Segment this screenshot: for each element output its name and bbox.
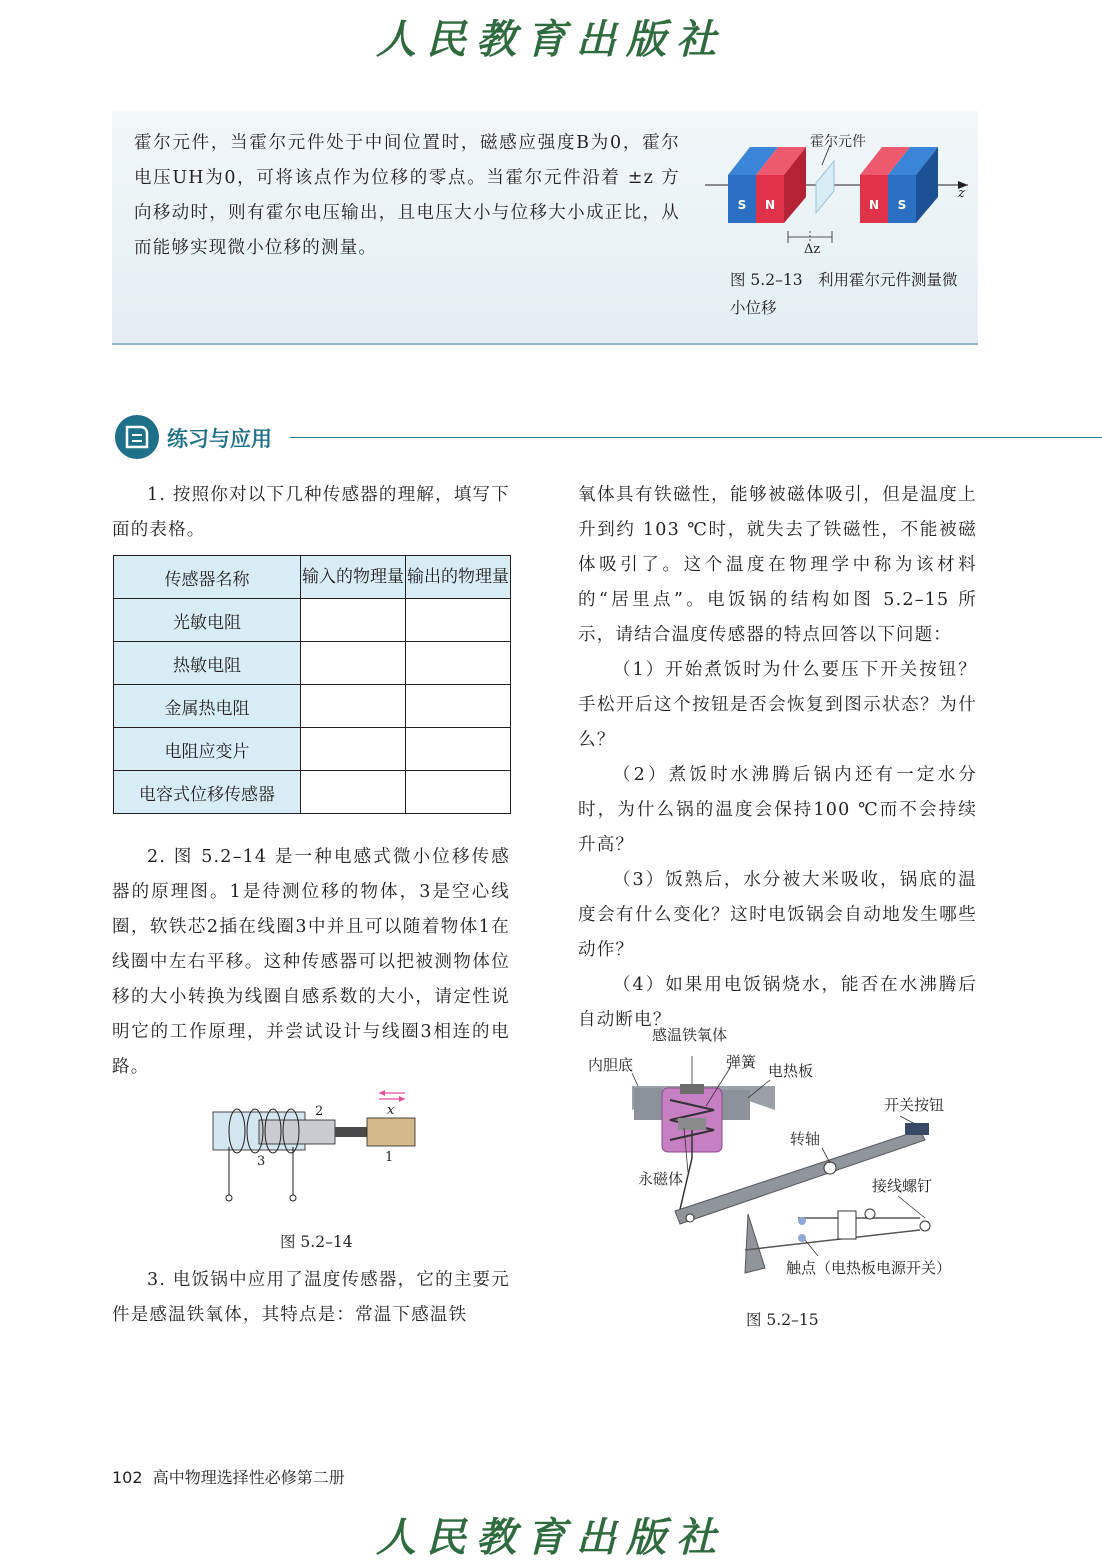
label-axis: 转轴 [790, 1130, 821, 1148]
publisher-logo-top: 人民教育出版社 [376, 16, 726, 63]
hall-figure [700, 125, 975, 255]
page-number: 102 [112, 1468, 143, 1487]
sensor-table [113, 555, 511, 814]
output-cell[interactable] [406, 685, 511, 728]
iron-core-2 [259, 1120, 335, 1144]
output-cell[interactable] [406, 771, 511, 814]
table-row [114, 771, 511, 814]
hall-element [816, 161, 834, 213]
label-inner-pot: 内胆底 [588, 1056, 634, 1074]
input-cell[interactable] [301, 642, 406, 685]
label-x: x [387, 1103, 395, 1118]
q3-sub2: （2）煮饭时水沸腾后锅内还有一定水分时，为什么锅的温度会保持100 ℃而不会持续升高？ [578, 765, 977, 855]
q1-text: 1. 按照你对以下几种传感器的理解，填写下面的表格。 [112, 485, 510, 540]
input-cell[interactable] [301, 728, 406, 771]
row-name: 金属热电阻 [114, 685, 301, 728]
rice-cooker-figure [580, 1018, 980, 1298]
delta-z-label: Δz [804, 242, 821, 255]
label-1: 1 [385, 1150, 394, 1165]
q2-text: 2. 图 5.2–14 是一种电感式微小位移传感器的原理图。1是待测位移的物体，3是空心线圈，软铁芯2插在线圈3中并且可以随着物体1在线圈中左右平移。这种传感器可以把被测物体位移的大小转换为线圈自感系数的大小，请定性说明它的工作原理，并尝试设计与线圈3相连的电路。 [112, 847, 510, 1077]
table-row [114, 685, 511, 728]
header-input: 输入的物理量 [301, 556, 406, 599]
output-cell[interactable] [406, 599, 511, 642]
q3-sub4: （4）如果用电饭锅烧水，能否在水沸腾后自动断电？ [578, 975, 977, 1030]
section-title: 练习与应用 [167, 427, 272, 451]
q3-sub1: （1）开始煮饭时为什么要压下开关按钮？手松开后这个按钮是否会恢复到图示状态？为什么？ [578, 660, 977, 750]
label-contact: 触点（电热板电源开关） [786, 1259, 952, 1277]
row-name: 电阻应变片 [114, 728, 301, 771]
publisher-logo-bottom: 人民教育出版社 [376, 1514, 726, 1561]
z-label: z [958, 186, 965, 201]
rod [335, 1127, 367, 1137]
object-1 [367, 1118, 415, 1146]
inductive-sensor-figure [205, 1085, 425, 1210]
label-screw: 接线螺钉 [872, 1177, 933, 1195]
permanent-magnet [678, 1118, 706, 1130]
label-button: 开关按钮 [884, 1096, 945, 1114]
hall-label: 霍尔元件 [810, 134, 866, 150]
row-name: 热敏电阻 [114, 642, 301, 685]
table-header-row [114, 556, 511, 599]
label-2: 2 [315, 1104, 324, 1119]
pole-n1: N [764, 198, 776, 212]
output-cell[interactable] [406, 642, 511, 685]
page-footer [112, 1465, 345, 1488]
input-cell[interactable] [301, 599, 406, 642]
label-heater: 电热板 [768, 1062, 814, 1080]
switch-button [905, 1123, 929, 1135]
label-spring: 弹簧 [726, 1053, 757, 1071]
intro-text: 霍尔元件，当霍尔元件处于中间位置时，磁感应强度B为0，霍尔电压UH为0，可将该点作为位移的零点。当霍尔元件沿着 ±z 方向移动时，则有霍尔电压输出，且电压大小与位移大小成正比，从而能够实现微小位移的测量。 [134, 133, 680, 258]
table-row [114, 599, 511, 642]
label-magnet: 永磁体 [638, 1170, 684, 1188]
output-cell[interactable] [406, 728, 511, 771]
q3-sub3: （3）饭熟后，水分被大米吸收，锅底的温度会有什么变化？这时电饭锅会自动地发生哪些动作？ [578, 870, 977, 960]
q3-text-left: 3. 电饭锅中应用了温度传感器，它的主要元件是感温铁氧体，其特点是：常温下感温铁 [112, 1270, 510, 1325]
pivot [824, 1162, 836, 1174]
figure-13-caption: 图 5.2–13 利用霍尔元件测量微小位移 [730, 271, 958, 317]
figure-14-caption: 图 5.2–14 [280, 1233, 353, 1251]
input-cell[interactable] [301, 685, 406, 728]
exercise-icon [114, 414, 160, 460]
table-row [114, 642, 511, 685]
pole-s2: S [897, 198, 907, 212]
header-output: 输出的物理量 [406, 556, 511, 599]
q3-text-right: 氧体具有铁磁性，能够被磁体吸引，但是温度上升到约 103 ℃时，就失去了铁磁性，不能被磁体吸引了。这个温度在物理学中称为该材料的“居里点”。电饭锅的结构如图 5.2–15 所示，请结合温度传感器的特点回答以下问题： （1）开始煮饭时为什么要压下开关按钮？手松开后这个按钮是否会恢复到图示状态？为什么？ （2）煮饭时水沸腾后锅内还有一定水分时，为什么锅的温度会保持100 ℃而不会持续升高？ （3）饭熟后，水分被大米吸收，锅底的温度会有什么变化？这时电饭锅会自动地发生哪些动作？ （4）如果用电饭锅烧水，能否在水沸腾后自动断电？ [578, 478, 977, 1038]
label-3: 3 [257, 1154, 266, 1169]
input-cell[interactable] [301, 771, 406, 814]
table-row [114, 728, 511, 771]
header-sensor-name: 传感器名称 [114, 556, 301, 599]
book-title: 高中物理选择性必修第二册 [152, 1468, 345, 1487]
pole-s1: S [737, 198, 747, 212]
section-divider [290, 437, 1102, 438]
row-name: 电容式位移传感器 [114, 771, 301, 814]
pole-n2: N [868, 198, 880, 212]
figure-15-caption: 图 5.2–15 [746, 1311, 819, 1329]
row-name: 光敏电阻 [114, 599, 301, 642]
label-ferrite: 感温铁氧体 [652, 1026, 728, 1044]
